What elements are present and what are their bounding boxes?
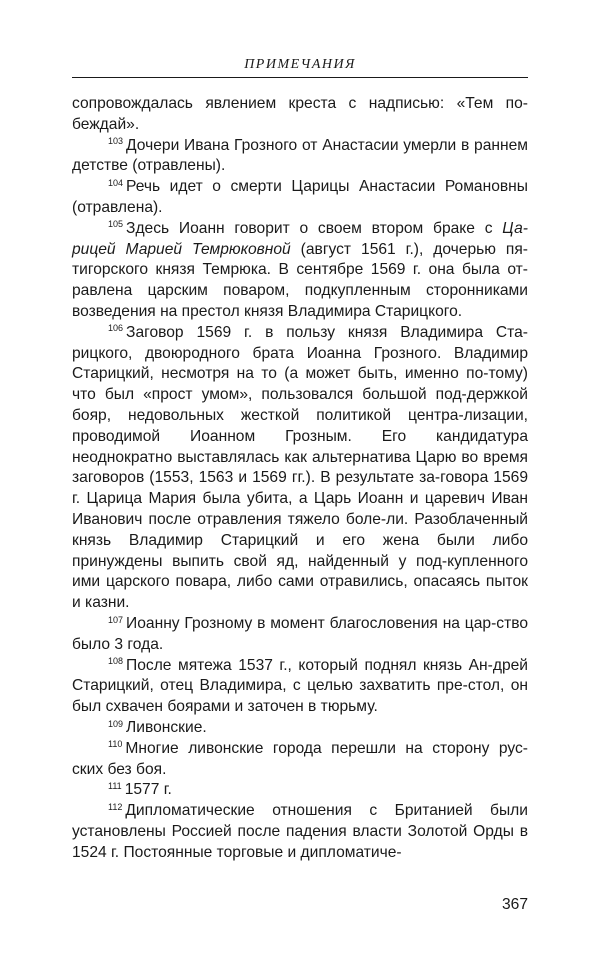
- note-text: Здесь Иоанн говорит о своем втором браке с: [126, 219, 503, 237]
- note-number: 111: [108, 780, 122, 791]
- running-header: ПРИМЕЧАНИЯ: [244, 57, 356, 72]
- note-106: [72, 323, 528, 614]
- note-111: [72, 780, 528, 801]
- note-text: Речь идет о смерти Царицы Анастасии Романовны (отравлена).: [72, 178, 528, 216]
- note-104: [72, 177, 528, 219]
- note-text: 1577 г.: [124, 781, 172, 799]
- note-number: 112: [108, 801, 123, 812]
- note-text: Иоанну Грозному в момент благословения на цар-ство было 3 года.: [72, 614, 528, 653]
- note-text: (август 1561 г.), дочерью пя-тигорского князя Темрюка. В сентябре 1569 г. она была от-равлена царским поваром, подкупленным сторонниками возведения на престол князя Владимира Старицкого.: [72, 240, 528, 320]
- note-number: 110: [108, 739, 123, 750]
- notes-body: [72, 94, 528, 863]
- note-text: Заговор 1569 г. в пользу князя Владимира Ста-рицкого, двоюродного брата Иоанна Грозного. Владимир Старицкий, несмотря на то (а может быть, именно по-тому) что был «прост умом», пользовался большой под-держкой бояр, недовольных жесткой политикой центра-лизации, проводимой Иоанном Грозным. Его кандидатура неоднократно выставлялась как альтернатива Царю во время заговоров (1553, 1563 и 1569 гг.). В результате за-говора 1569 г. Царица Мария была убита, а Царь Иоанн и царевич Иван Иванович после отравления тяжело боле-ли. Разоблаченный князь Владимир Старицкий и его жена были либо принуждены выпить свой яд, найденный у под-купленного ими царского повара, либо сами отравились, опасаясь пыток и казни.: [72, 323, 528, 612]
- note-109: [72, 718, 528, 739]
- note-112: [72, 801, 528, 863]
- note-number: 105: [108, 219, 124, 230]
- note-110: [72, 739, 528, 781]
- page-number: 367: [501, 896, 528, 913]
- note-text: После мятежа 1537 г., который поднял князь Ан-дрей Старицкий, отец Владимира, с целью захватить пре-стол, он был схвачен боярами и заточен в тюрьму.: [72, 656, 528, 716]
- note-number: 104: [108, 177, 124, 188]
- note-text: Дипломатические отношения с Британией были установлены Россией после падения власти Золотой Орды в 1524 г. Постоянные торговые и дипломатиче-: [72, 802, 528, 861]
- note-number: 108: [108, 656, 124, 667]
- note-text: Ливонские.: [126, 718, 207, 736]
- note-103: [72, 136, 528, 178]
- note-number: 103: [108, 136, 124, 147]
- note-text: Многие ливонские города перешли на сторону рус-ских без боя.: [72, 739, 528, 778]
- note-107: [72, 614, 528, 656]
- note-105: [72, 219, 528, 323]
- note-108: [72, 656, 528, 718]
- note-number: 107: [108, 614, 124, 625]
- note-italic-name: Ца-рицей Марией Темрюковной: [72, 219, 528, 258]
- page: [72, 56, 528, 863]
- header-rule: [72, 77, 528, 78]
- note-number: 106: [108, 323, 124, 334]
- note-number: 109: [108, 718, 124, 729]
- note-text: Дочери Ивана Грозного от Анастасии умерли в раннем детстве (отравлены).: [72, 136, 528, 175]
- continuation-paragraph: сопровождалась явлением креста с надписью: «Тем по-беждай».: [72, 95, 528, 133]
